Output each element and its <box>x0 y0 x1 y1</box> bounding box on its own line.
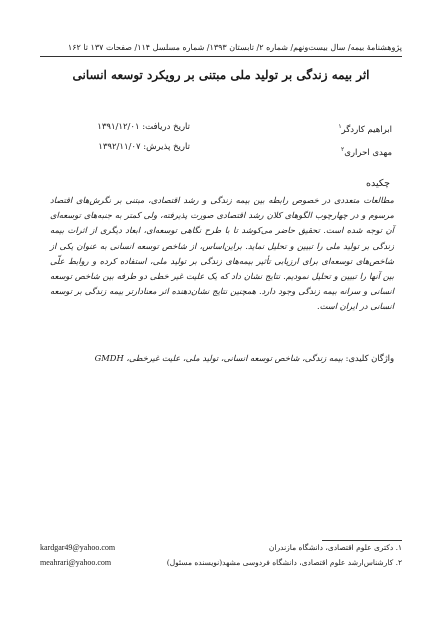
abstract-body: مطالعات متعددی در خصوص رابطه بین بیمه زندگی و رشد اقتصادی، مبتنی بر نگرش‌های اقتصاد مرسوم و در چهارچوب الگوهای کلان رشد اقتصادی صورت پذیرفته، ولی کمتر به جنبه‌های توسعه‌ای آن توجه شده است. تحقیق حاضر می‌کوشد تا با طرح نگاهی توسعه‌ای، ابعاد دیگری از اثرات بیمه زندگی بر تولید ملی را تبیین و تحلیل نماید. براین‌اساس، از شاخص توسعه انسانی به عنوان یکی از شاخص‌های توسعه‌ای برای ارزیابی تأثیر بیمه‌های زندگی بر تولید ملی، استفاده کرده و روابط علّی بین آنها را تبیین و تحلیل نمودیم. نتایج نشان داد که یک علیت غیر خطی دو طرفه بین شاخص توسعه انسانی و سرانه بیمه زندگی وجود دارد. همچنین نتایج نشان‌دهنده اثر معنادارتر بیمه زندگی بر توسعه انسانی در ایران است. <box>50 195 394 312</box>
footnote-divider <box>322 540 402 541</box>
author-2: مهدی احراری$^۲$ <box>341 145 392 158</box>
footnote-2-affiliation: ۲. کارشناس‌ارشد علوم اقتصادی، دانشگاه فردوسی مشهد(نویسنده مسئول) <box>166 558 402 567</box>
journal-header: پژوهشنامۀ بیمه/ سال بیست‌ونهم/ شماره ۲/ تابستان ۱۳۹۳/ شماره مسلسل ۱۱۴/ صفحات ۱۳۷ تا ۱۶۲ <box>67 43 402 52</box>
keywords-label: واژگان کلیدی: <box>345 353 394 363</box>
keywords-line <box>50 353 394 363</box>
date-block <box>40 117 190 157</box>
footnote-1-affiliation: ۱. دکتری علوم اقتصادی، دانشگاه مازندران <box>268 543 402 552</box>
author-list <box>282 117 392 163</box>
accepted-date: تاریخ پذیرش: ۱۳۹۲/۱۱/۰۷ <box>98 142 190 152</box>
footnote-2-email[interactable]: meahrari@yahoo.com <box>40 558 112 567</box>
paper-title: اثر بیمه زندگی بر تولید ملی مبتنی بر رویکرد توسعه انسانی <box>72 68 370 82</box>
author-1: ابراهیم کاردگر$^۱$ <box>338 123 392 135</box>
abstract-heading: چکیده <box>366 178 390 189</box>
received-date: تاریخ دریافت: ۱۳۹۱/۱۲/۰۱ <box>97 122 190 132</box>
header-divider <box>40 56 402 57</box>
footnote-1-email[interactable]: kardgar49@yahoo.com <box>40 543 116 552</box>
keywords-values: بیمه زندگی، شاخص توسعه انسانی، تولید ملی، علیت غیرخطی، GMDH <box>94 353 343 363</box>
